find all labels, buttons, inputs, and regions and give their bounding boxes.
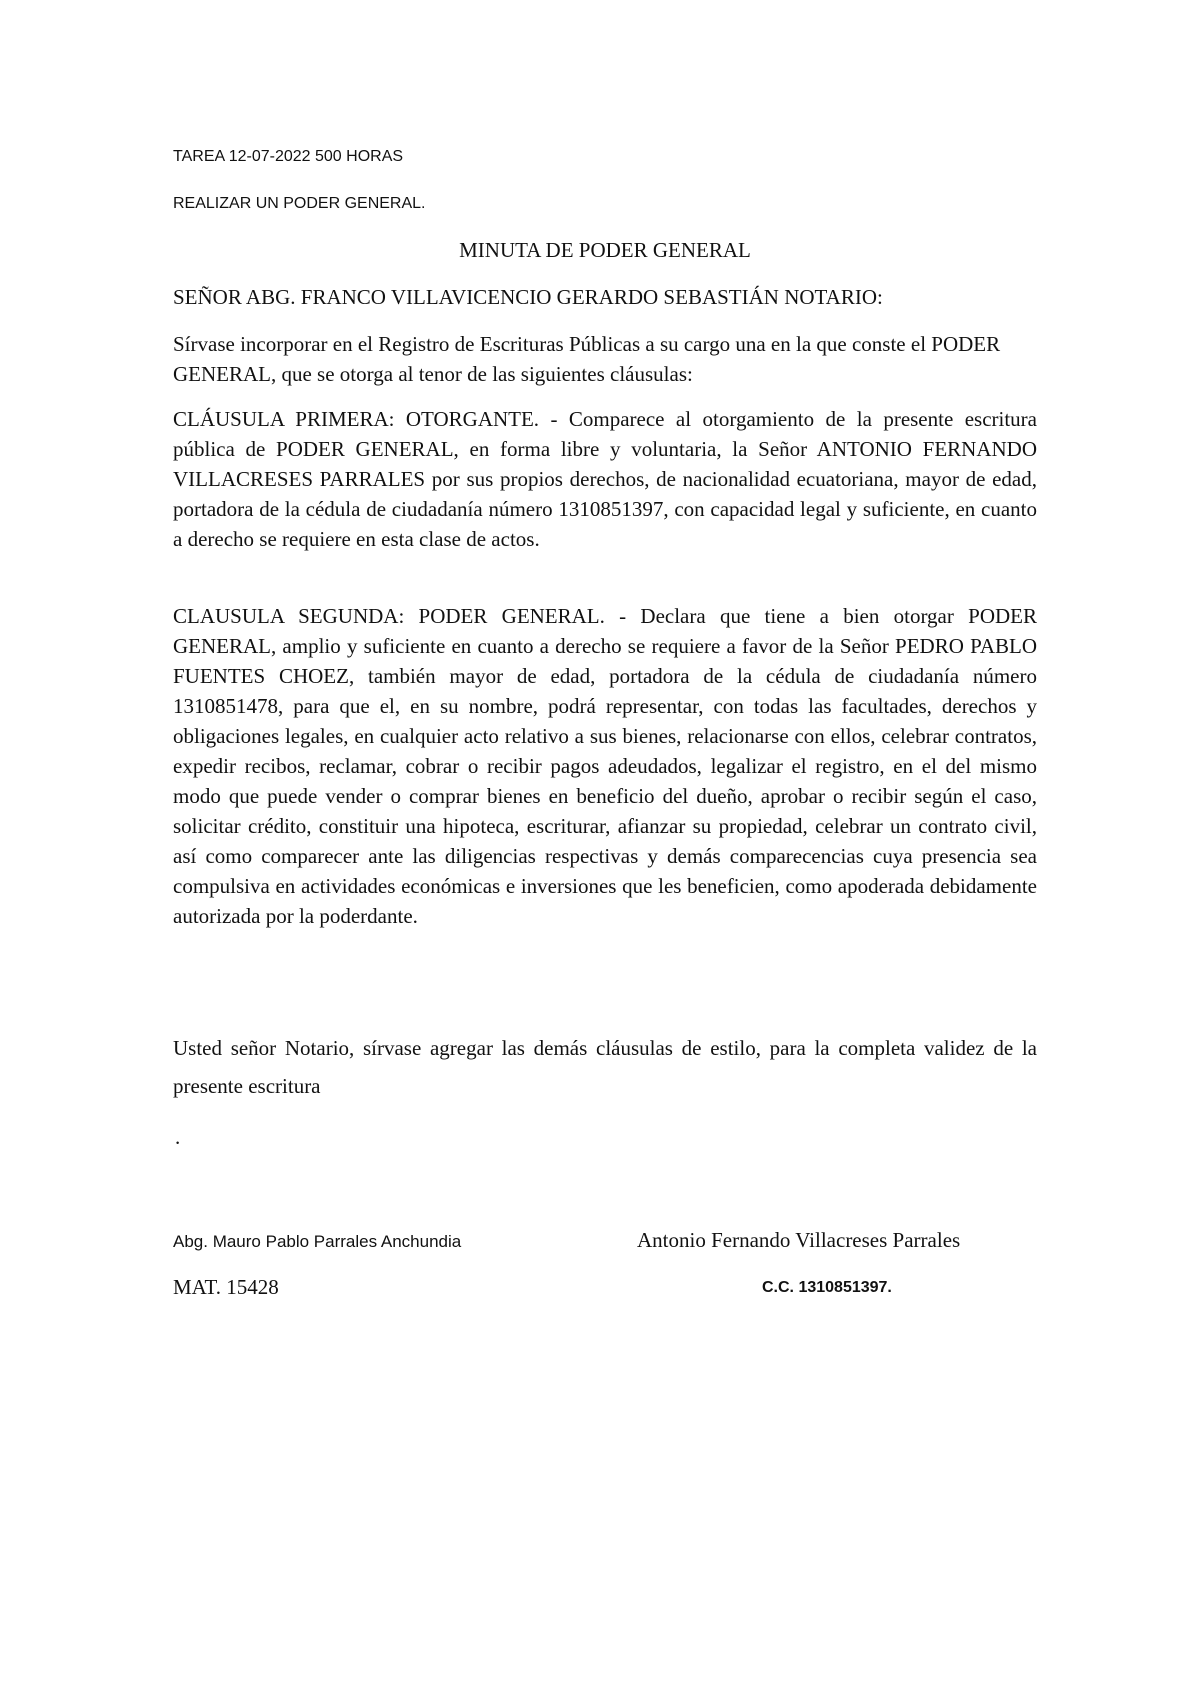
addressee-line: SEÑOR ABG. FRANCO VILLAVICENCIO GERARDO SEBASTIÁN NOTARIO: <box>173 285 883 309</box>
lawyer-registration-number: MAT. 15428 <box>173 1275 279 1299</box>
clause-second-paragraph: CLAUSULA SEGUNDA: PODER GENERAL. - Declara que tiene a bien otorgar PODER GENERAL, amplio y suficiente en cuanto a derecho se requiere a favor de la Señor PEDRO PABLO FUENTES CHOEZ, también mayor de edad, portadora de la cédula de ciudadanía número 1310851478, para que el, en su nombre, podrá representar, con todas las facultades, derechos y obligaciones legales, en cualquier acto relativo a sus bienes, relacionarse con ellos, celebrar contratos, expedir recibos, reclamar, cobrar o recibir pagos adeudados, legalizar el registro, en el del mismo modo que puede vender o comprar bienes en beneficio del dueño, aprobar o recibir según el caso, solicitar crédito, constituir una hipoteca, escriturar, afianzar su propiedad, celebrar un contrato civil, así como comparecer ante las diligencias respectivas y demás comparecencias cuya presencia sea compulsiva en actividades económicas e inversiones que les beneficien, como apoderada debidamente autorizada por la poderdante. <box>173 604 1037 928</box>
lawyer-signature-name: Abg. Mauro Pablo Parrales Anchundia <box>173 1232 462 1251</box>
intro-paragraph: Sírvase incorporar en el Registro de Escrituras Públicas a su cargo una en la que conste el PODER GENERAL, que se otorga al tenor de las siguientes cláusulas: <box>173 332 1001 386</box>
clause-first-paragraph: CLÁUSULA PRIMERA: OTORGANTE. - Comparece al otorgamiento de la presente escritura pública de PODER GENERAL, en forma libre y voluntaria, la Señor ANTONIO FERNANDO VILLACRESES PARRALES por sus propios derechos, de nacionalidad ecuatoriana, mayor de edad, portadora de la cédula de ciudadanía número 1310851397, con capacidad legal y suficiente, en cuanto a derecho se requiere en esta clase de actos. <box>173 407 1037 551</box>
dot-mark: . <box>175 1125 181 1149</box>
document-title: MINUTA DE PODER GENERAL <box>459 238 751 262</box>
task-instruction: REALIZAR UN PODER GENERAL. <box>173 195 426 212</box>
task-heading: TAREA 12-07-2022 500 HORAS <box>173 148 404 165</box>
closing-paragraph: Usted señor Notario, sírvase agregar las demás cláusulas de estilo, para la completa validez de la presente escritura <box>173 1036 1037 1098</box>
grantor-id-number: C.C. 1310851397. <box>762 1279 892 1296</box>
grantor-signature-name: Antonio Fernando Villacreses Parrales <box>637 1228 961 1252</box>
